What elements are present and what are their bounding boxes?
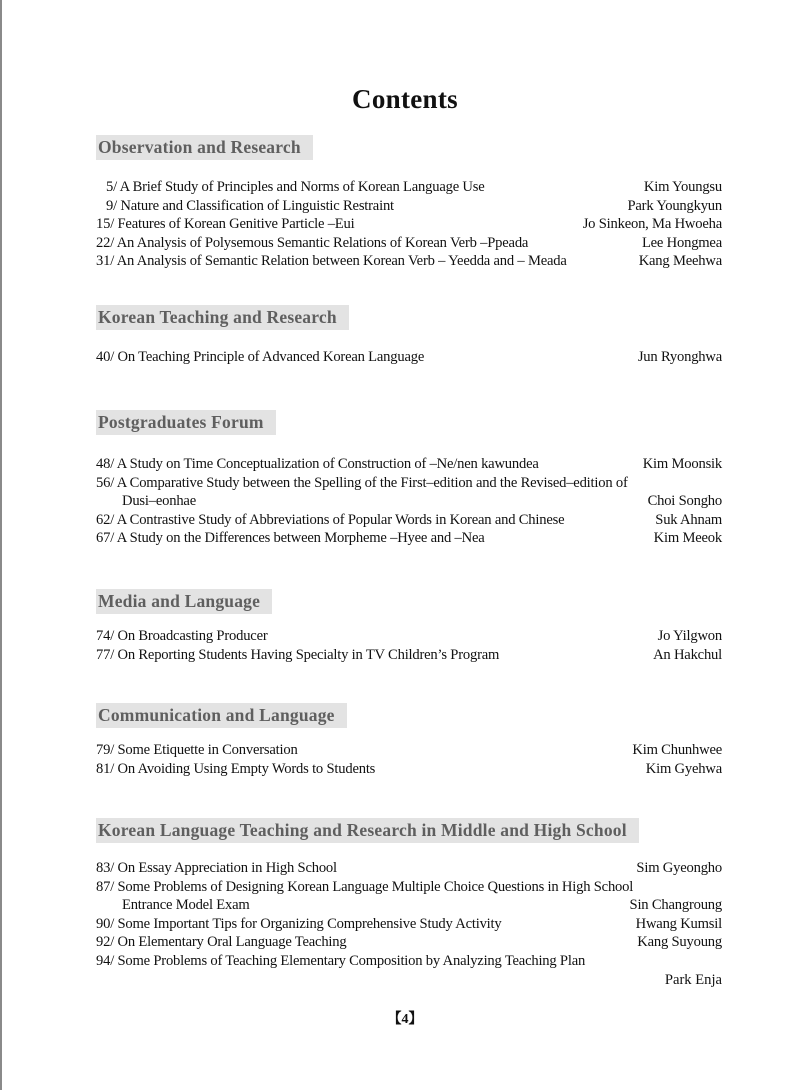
toc-entry[interactable]	[96, 252, 722, 271]
section-communication-language	[96, 703, 722, 778]
entry-list	[96, 627, 722, 664]
toc-entry[interactable]	[96, 511, 722, 530]
section-heading: Postgraduates Forum	[96, 410, 276, 435]
entry-author: Sim Gyeongho	[636, 860, 722, 876]
entry-author: Kim Meeok	[653, 530, 722, 547]
entry-title: 5/ A Brief Study of Principles and Norms of Korean Language Use	[106, 179, 485, 195]
toc-entry-continued[interactable]	[96, 492, 722, 511]
section-korean-teaching-research	[96, 305, 722, 367]
toc-entry[interactable]	[96, 915, 722, 934]
entry-title: 56/ A Comparative Study between the Spelling of the First–edition and the Revised–edition of	[96, 474, 628, 491]
toc-entry[interactable]	[96, 474, 722, 493]
entry-author: Kim Chunhwee	[632, 742, 722, 758]
entry-title: 74/ On Broadcasting Producer	[96, 628, 268, 644]
toc-entry[interactable]	[96, 178, 722, 197]
entry-author: Kim Moonsik	[642, 456, 722, 472]
entry-author: An Hakchul	[653, 646, 722, 663]
entry-title: 62/ A Contrastive Study of Abbreviations of Popular Words in Korean and Chinese	[96, 511, 565, 528]
entry-author: Kim Gyehwa	[645, 760, 722, 777]
entry-author: Sin Changroung	[629, 897, 722, 914]
section-middle-high-school	[96, 818, 722, 989]
entry-title: 40/ On Teaching Principle of Advanced Korean Language	[96, 349, 425, 365]
toc-entry[interactable]	[96, 234, 722, 253]
section-postgraduates-forum	[96, 410, 722, 548]
page-edge	[0, 0, 2, 1090]
entry-author: Jo Sinkeon, Ma Hwoeha	[582, 216, 722, 233]
toc-entry[interactable]	[96, 859, 722, 878]
entry-title: 15/ Features of Korean Genitive Particle –Eui	[96, 216, 355, 233]
entry-title: 90/ Some Important Tips for Organizing Comprehensive Study Activity	[96, 915, 502, 932]
entry-list	[96, 455, 722, 548]
entry-title: 87/ Some Problems of Designing Korean Language Multiple Choice Questions in High School	[96, 878, 634, 895]
entry-list	[96, 178, 722, 271]
toc-entry[interactable]	[96, 933, 722, 952]
toc-entry[interactable]	[96, 529, 722, 548]
section-heading: Observation and Research	[96, 135, 313, 160]
toc-entry[interactable]	[96, 760, 722, 779]
entry-title: 22/ An Analysis of Polysemous Semantic Relations of Korean Verb –Ppeada	[96, 234, 529, 251]
toc-entry[interactable]	[96, 197, 722, 216]
entry-title: 9/ Nature and Classification of Linguistic Restraint	[106, 197, 394, 214]
entry-title: 83/ On Essay Appreciation in High School	[96, 860, 337, 876]
entry-author: Kang Meehwa	[638, 253, 722, 270]
toc-entry[interactable]	[96, 348, 722, 367]
entry-author: Jun Ryonghwa	[637, 349, 722, 365]
page-number: 【4】	[387, 1012, 423, 1027]
toc-entry[interactable]	[96, 878, 722, 897]
entry-author: Suk Ahnam	[655, 511, 722, 528]
entry-list	[96, 859, 722, 989]
entry-author: Park Enja	[664, 971, 722, 988]
entry-title: 92/ On Elementary Oral Language Teaching	[96, 934, 347, 951]
section-heading: Korean Language Teaching and Research in Middle and High School	[96, 818, 639, 843]
toc-entry[interactable]	[96, 215, 722, 234]
entry-list	[96, 741, 722, 778]
section-heading: Korean Teaching and Research	[96, 305, 349, 330]
toc-entry[interactable]	[96, 646, 722, 665]
section-media-language	[96, 589, 722, 664]
entry-title: 77/ On Reporting Students Having Specialty in TV Children’s Program	[96, 646, 500, 663]
entry-author: Choi Songho	[647, 493, 722, 510]
toc-entry[interactable]	[96, 455, 722, 474]
entry-title: 48/ A Study on Time Conceptualization of Construction of –Ne/nen kawundea	[96, 456, 539, 472]
toc-entry[interactable]	[96, 952, 722, 971]
entry-author: Lee Hongmea	[641, 234, 722, 251]
page-title: Contents	[352, 84, 458, 114]
entry-title: 79/ Some Etiquette in Conversation	[96, 742, 298, 758]
toc-entry[interactable]	[96, 627, 722, 646]
section-observation-research	[96, 135, 722, 271]
section-heading: Media and Language	[96, 589, 272, 614]
entry-title-continued: Entrance Model Exam	[122, 897, 250, 914]
entry-title: 94/ Some Problems of Teaching Elementary Composition by Analyzing Teaching Plan	[96, 952, 586, 969]
entry-author: Hwang Kumsil	[635, 915, 722, 932]
entry-author: Kang Suyoung	[637, 934, 722, 951]
toc-entry[interactable]	[96, 741, 722, 760]
entry-title: 67/ A Study on the Differences between Morpheme –Hyee and –Nea	[96, 530, 485, 547]
entry-author: Park Youngkyun	[627, 197, 722, 214]
toc-entry-continued[interactable]	[96, 896, 722, 915]
entry-title-continued: Dusi–eonhae	[122, 493, 196, 510]
entry-list	[96, 348, 722, 367]
entry-title: 31/ An Analysis of Semantic Relation between Korean Verb – Yeedda and – Meada	[96, 253, 567, 270]
section-heading: Communication and Language	[96, 703, 347, 728]
entry-author: Kim Youngsu	[643, 179, 722, 195]
entry-author: Jo Yilgwon	[657, 628, 722, 644]
entry-title: 81/ On Avoiding Using Empty Words to Students	[96, 760, 376, 777]
